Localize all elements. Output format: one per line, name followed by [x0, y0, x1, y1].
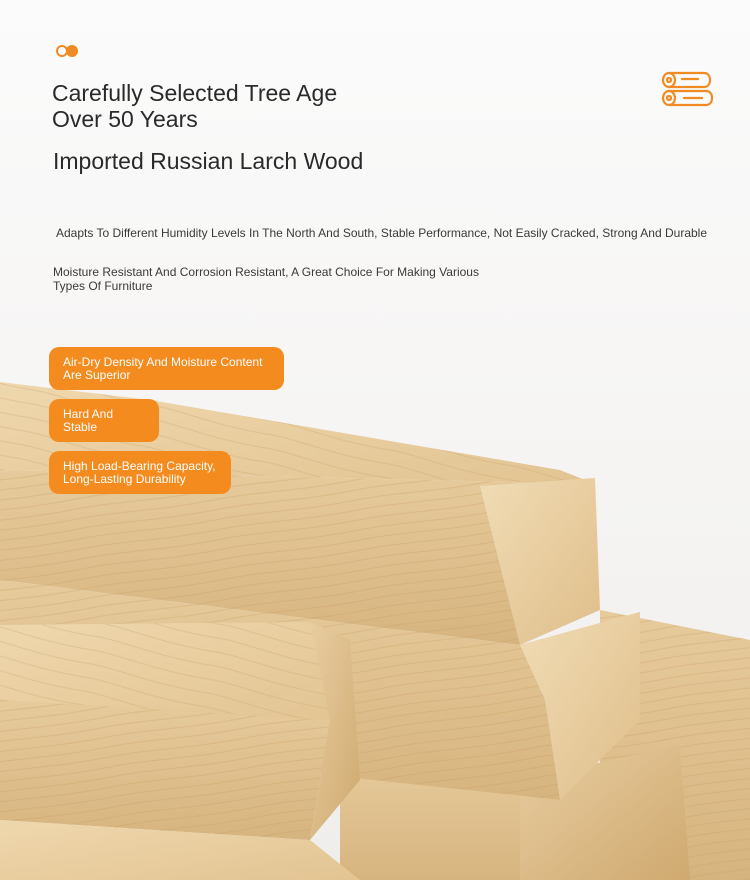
feature-badge-hard-stable — [49, 399, 159, 442]
feature-badge-line: Are Superior — [63, 367, 131, 382]
description-moisture-line-2: Types Of Furniture — [53, 279, 153, 293]
feature-badge-line: Air-Dry Density And Moisture Content — [63, 354, 263, 369]
feature-badge-line: Long-Lasting Durability — [63, 471, 186, 486]
feature-badge-density — [49, 347, 284, 390]
title-line-2: Over 50 Years — [52, 106, 198, 132]
feature-badge-load-bearing — [49, 451, 231, 494]
page-subtitle: Imported Russian Larch Wood — [53, 148, 364, 174]
description-moisture-line-1: Moisture Resistant And Corrosion Resistant, A Great Choice For Making Various — [53, 265, 479, 279]
title-line-1: Carefully Selected Tree Age — [52, 80, 338, 106]
feature-badge-line: Hard And Stable — [63, 406, 114, 434]
feature-badge-line: High Load-Bearing Capacity, — [63, 458, 216, 473]
description-humidity: Adapts To Different Humidity Levels In The North And South, Stable Performance, Not Easily Cracked, Strong And Durable — [56, 226, 708, 240]
